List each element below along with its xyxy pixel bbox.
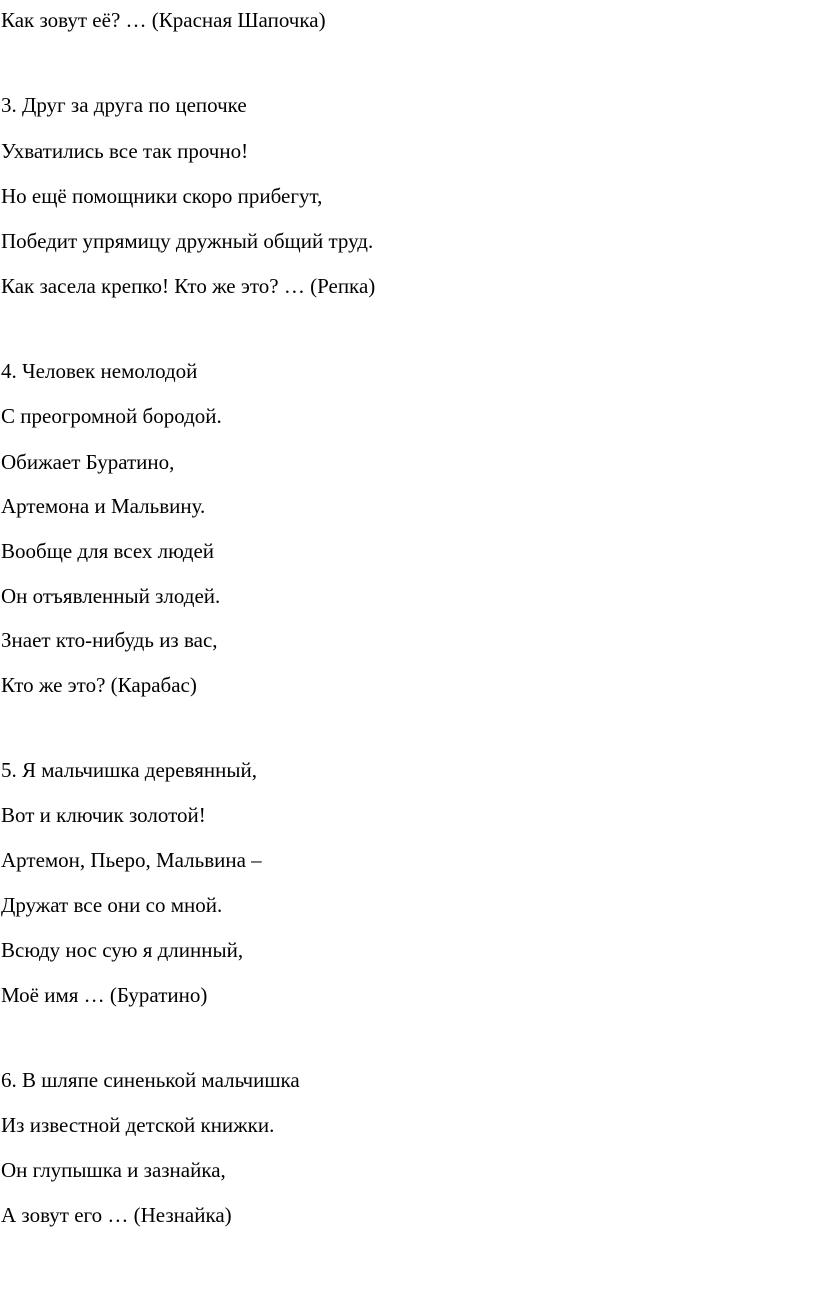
text-line: Из известной детской книжки.	[1, 1113, 275, 1137]
text-line: Обижает Буратино,	[1, 450, 175, 474]
text-line: Победит упрямицу дружный общий труд.	[1, 229, 374, 253]
text-line: Артемона и Мальвину.	[1, 494, 206, 518]
text-line: Вообще для всех людей	[1, 539, 215, 563]
text-line: Он отъявленный злодей.	[1, 584, 221, 608]
text-line: Как засела крепко! Кто же это? … (Репка)	[1, 274, 376, 298]
text-line: Дружат все они со мной.	[1, 893, 223, 917]
text-line: С преогромной бородой.	[1, 404, 222, 428]
text-line: 6. В шляпе синенькой мальчишка	[1, 1068, 300, 1092]
text-line: Артемон, Пьеро, Мальвина –	[1, 848, 262, 872]
text-line: Кто же это? (Карабас)	[1, 673, 197, 697]
text-line: Но ещё помощники скоро прибегут,	[1, 184, 323, 208]
text-line: Вот и ключик золотой!	[1, 803, 206, 827]
text-line: 4. Человек немолодой	[1, 359, 198, 383]
text-line: А зовут его … (Незнайка)	[1, 1203, 232, 1227]
text-line: Он глупышка и зазнайка,	[1, 1158, 226, 1182]
text-line: Всюду нос сую я длинный,	[1, 938, 244, 962]
text-line: Как зовут её? … (Красная Шапочка)	[1, 8, 326, 32]
text-line: 3. Друг за друга по цепочке	[1, 93, 247, 117]
text-line: Знает кто-нибудь из вас,	[1, 628, 218, 652]
text-line: 5. Я мальчишка деревянный,	[1, 758, 257, 782]
text-line: Ухватились все так прочно!	[1, 139, 249, 163]
text-line: Моё имя … (Буратино)	[1, 983, 208, 1007]
